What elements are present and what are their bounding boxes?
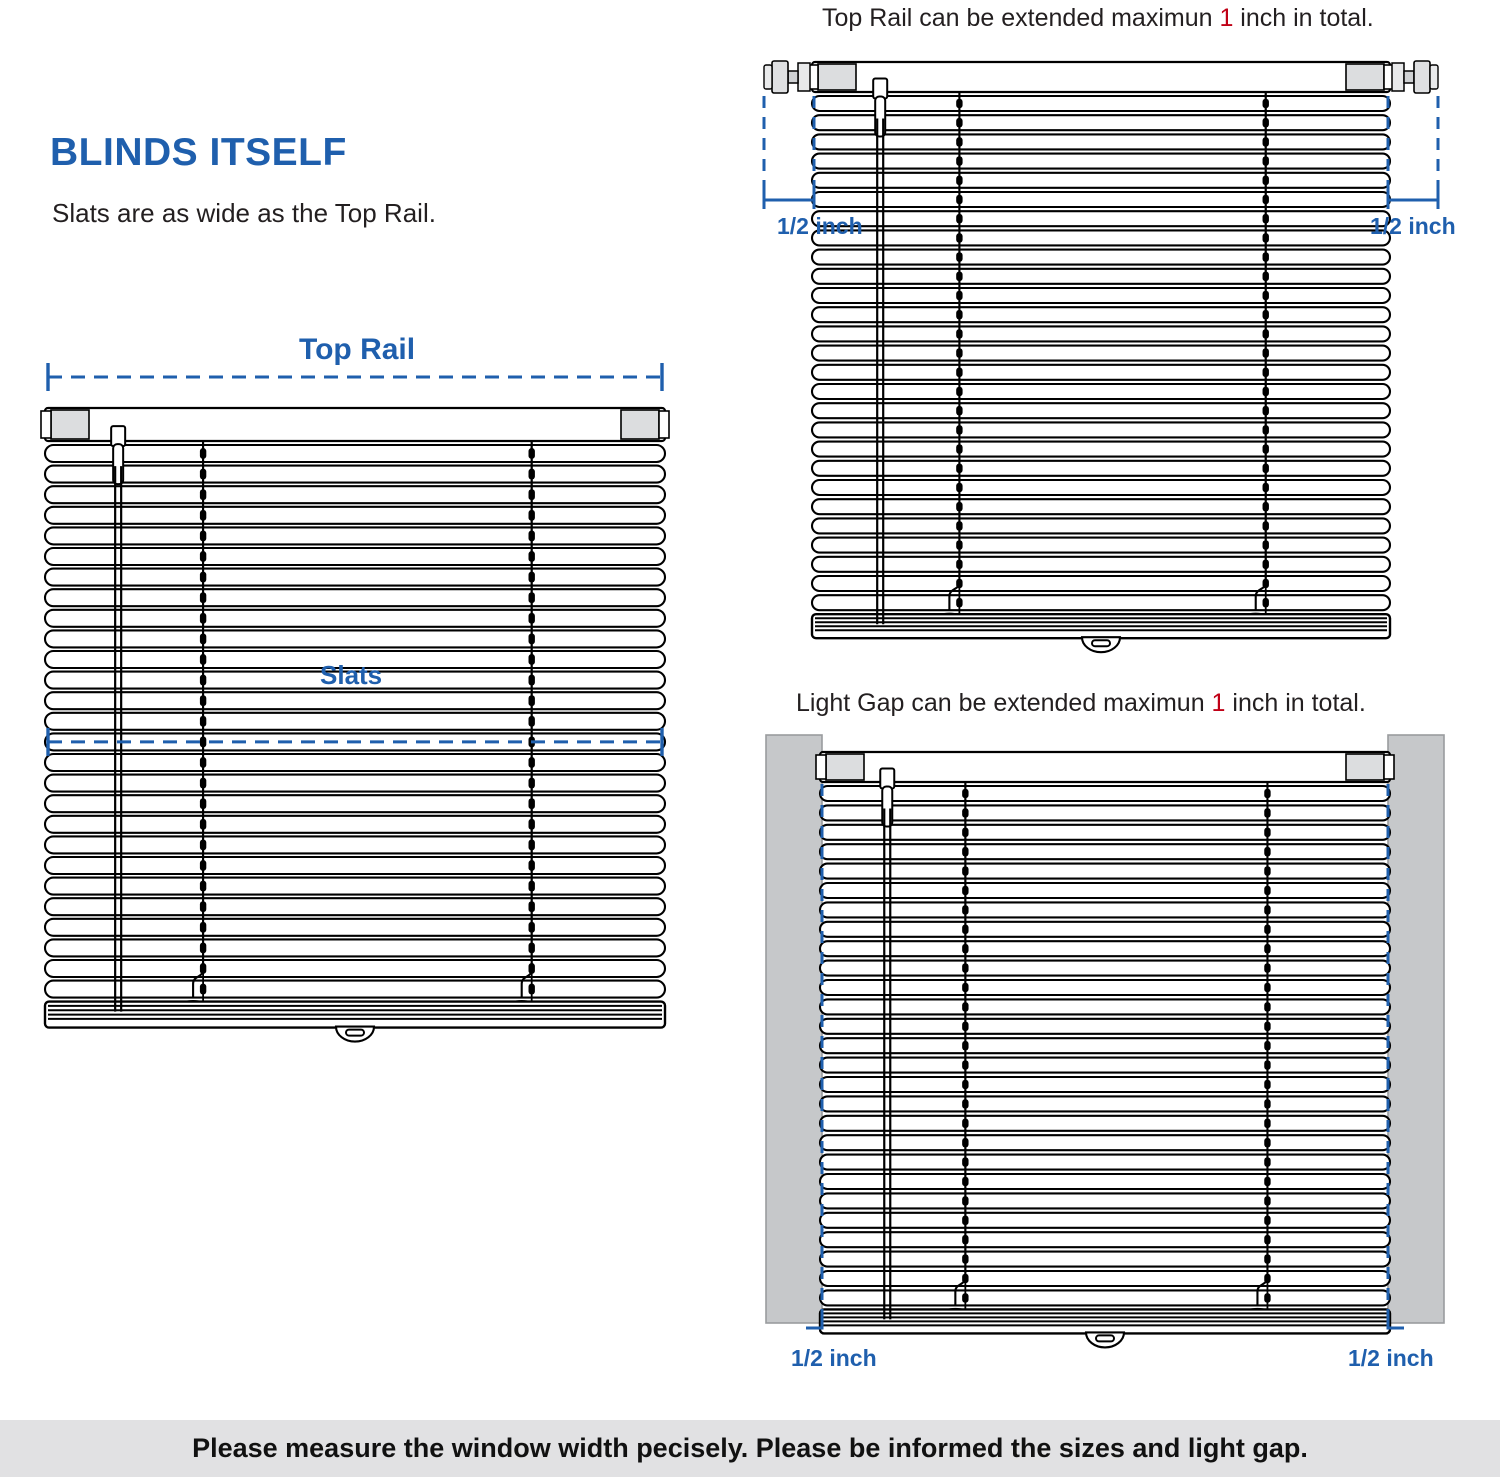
footer-banner	[0, 1420, 1500, 1477]
top-rail-caption-value: 1	[1219, 4, 1234, 32]
install-bracket-left	[826, 754, 864, 780]
head-rail-end-cap-left	[816, 755, 826, 779]
slat	[820, 1290, 1390, 1305]
slat	[820, 1058, 1390, 1073]
light-gap-caption-value: 1	[1211, 689, 1226, 717]
head-rail	[820, 752, 1390, 782]
slat	[820, 1174, 1390, 1189]
top-rail-caption-suffix: inch in total.	[1233, 4, 1374, 32]
top-rail-caption	[822, 4, 1374, 33]
slat	[820, 1232, 1390, 1247]
slat	[820, 941, 1390, 956]
page-subtitle: Slats are as wide as the Top Rail.	[52, 198, 436, 228]
light-gap-caption-prefix: Light Gap can be extended maximun	[796, 689, 1212, 717]
ladder-cord-rung	[1264, 1293, 1270, 1303]
slat	[820, 883, 1390, 898]
light-gap-caption-suffix: inch in total.	[1225, 689, 1366, 717]
page-title: BLINDS ITSELF	[50, 131, 347, 174]
slat	[820, 1019, 1390, 1034]
slat	[820, 1193, 1390, 1208]
slats-dimension-label: Slats	[320, 660, 383, 690]
slat	[820, 922, 1390, 937]
slat	[820, 786, 1390, 801]
slat	[820, 1096, 1390, 1111]
slat	[820, 805, 1390, 820]
ladder-cord-rung	[962, 1293, 968, 1303]
bottom-rail-tab-slot	[1096, 1335, 1114, 1341]
slat	[820, 864, 1390, 879]
slat	[820, 1038, 1390, 1053]
half-inch-label-gap-left: 1/2 inch	[791, 1345, 877, 1371]
half-inch-label-top-left: 1/2 inch	[777, 213, 863, 239]
half-inch-label-gap-right: 1/2 inch	[1348, 1345, 1434, 1371]
slat	[820, 844, 1390, 859]
light-gap-blind	[816, 752, 1394, 1347]
footer-banner-text: Please measure the window width pecisely. Please be informed the sizes and light gap.	[192, 1433, 1308, 1463]
slat	[820, 1116, 1390, 1131]
slat	[820, 1271, 1390, 1286]
slat	[820, 825, 1390, 840]
slat	[820, 1135, 1390, 1150]
slat	[820, 1252, 1390, 1267]
slat	[820, 1213, 1390, 1228]
slat	[820, 1155, 1390, 1170]
head-rail-end-cap-right	[1384, 755, 1394, 779]
window-frame-left	[766, 735, 822, 1323]
top-rail-caption-prefix: Top Rail can be extended maximun	[822, 4, 1220, 32]
top-rail-dimension-label: Top Rail	[299, 333, 416, 366]
half-inch-label-top-right: 1/2 inch	[1370, 213, 1456, 239]
light-gap-caption	[796, 689, 1366, 718]
slat	[820, 1077, 1390, 1092]
slat	[820, 961, 1390, 976]
slat	[820, 980, 1390, 995]
slat	[820, 902, 1390, 917]
install-bracket-right	[1346, 754, 1384, 780]
slat	[820, 999, 1390, 1014]
window-frame-right	[1388, 735, 1444, 1323]
